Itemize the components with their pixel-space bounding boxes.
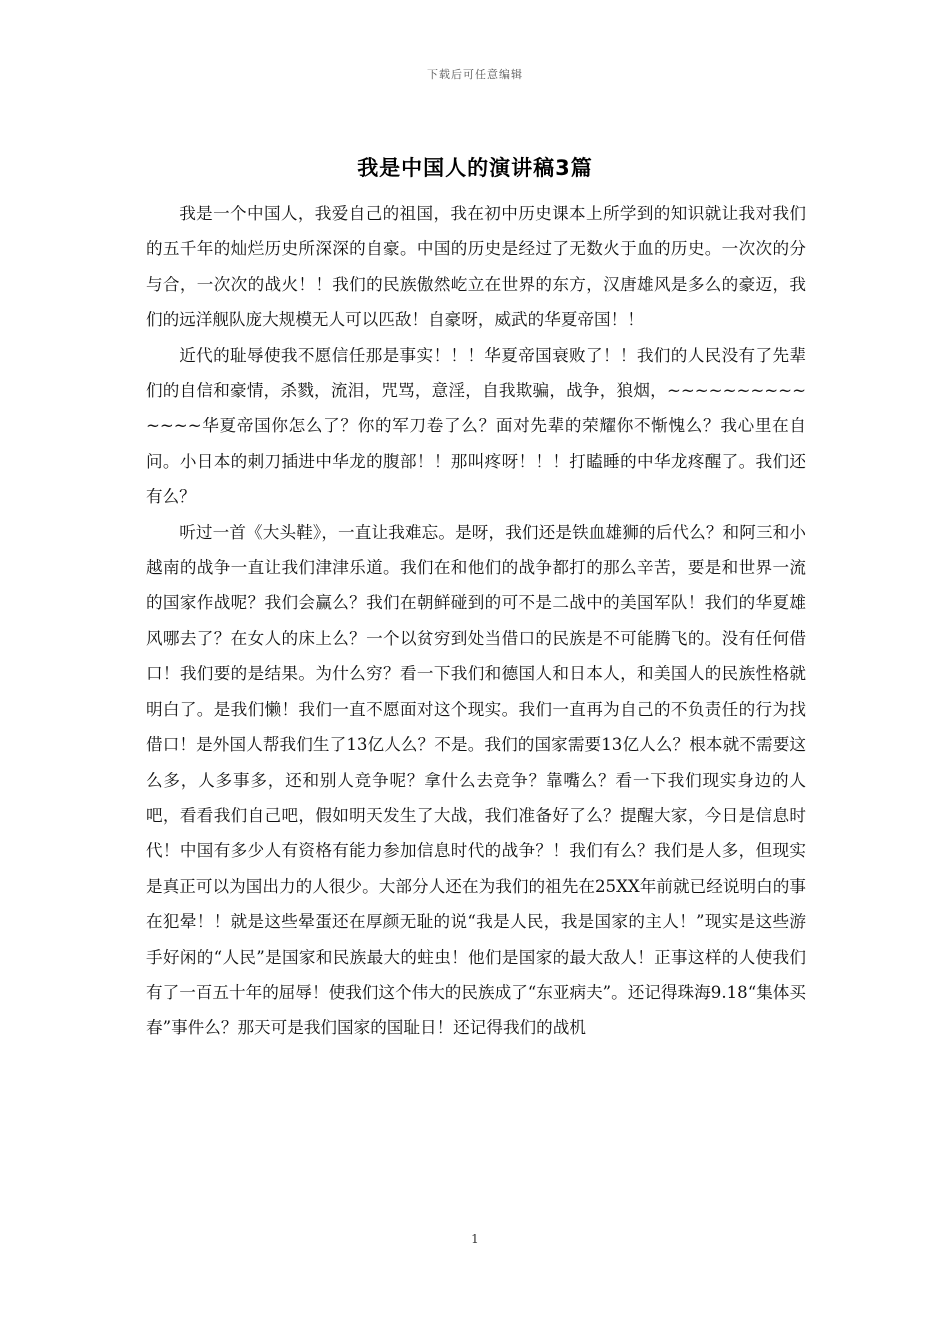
paragraph-1: 我是一个中国人，我爱自己的祖国，我在初中历史课本上所学到的知识就让我对我们的五千年的灿烂历史所深深的自豪。中国的历史是经过了无数火于血的历史。一次次的分与合，一次次的战火！！我们的民族傲然屹立在世界的东方，汉唐雄风是多么的豪迈，我们的远洋舰队庞大规模无人可以匹敌！自豪呀，威武的华夏帝国！！	[146, 204, 806, 330]
page-number: 1	[471, 1232, 479, 1246]
paragraph-3: 听过一首《大头鞋》，一直让我难忘。是呀，我们还是铁血雄狮的后代么？和阿三和小越南的战争一直让我们津津乐道。我们在和他们的战争都打的那么辛苦，要是和世界一流的国家作战呢？我们会赢么？我们在朝鲜碰到的可不是二战中的美国军队！我们的华夏雄风哪去了？在女人的床上么？一个以贫穷到处当借口的民族是不可能腾飞的。没有任何借口！我们要的是结果。为什么穷？看一下我们和德国人和日本人，和美国人的民族性格就明白了。是我们懒！我们一直不愿面对这个现实。我们一直再为自己的不负责任的行为找借口！是外国人帮我们生了13亿人么？不是。我们的国家需要13亿人么？根本就不需要这么多，人多事多，还和别人竞争呢？拿什么去竞争？靠嘴么？看一下我们现实身边的人吧，看看我们自己吧，假如明天发生了大战，我们准备好了么？提醒大家，今日是信息时代！中国有多少人有资格有能力参加信息时代的战争？！我们有么？我们是人多，但现实是真正可以为国出力的人很少。大部分人还在为我们的祖先在25XX年前就已经说明白的事在犯晕！！就是这些晕蛋还在厚颜无耻的说“我是人民，我是国家的主人！”现实是这些游手好闲的“人民”是国家和民族最大的蛀虫！他们是国家的最大敌人！正事这样的人使我们有了一百五十年的屈辱！使我们这个伟大的民族成了“东亚病夫”。还记得珠海9.18“集体买春”事件么？那天可是我们国家的国耻日！还记得我们的战机	[146, 522, 806, 1038]
document-title: 我是中国人的演讲稿3篇	[357, 156, 593, 180]
paragraph-2: 近代的耻辱使我不愿信任那是事实！！！华夏帝国衰败了！！我们的人民没有了先辈们的自信和豪情，杀戮，流泪，咒骂，意淫，自我欺骗，战争，狼烟，~~~~~~~~~~~~~~华夏帝国你怎么了？你的军刀卷了么？面对先辈的荣耀你不惭愧么？我心里在自问。小日本的刺刀插进中华龙的腹部！！那叫疼呀！！！打瞌睡的中华龙疼醒了。我们还有么？	[146, 345, 806, 507]
document-body	[146, 196, 806, 1046]
header-note: 下载后可任意编辑	[427, 68, 523, 81]
